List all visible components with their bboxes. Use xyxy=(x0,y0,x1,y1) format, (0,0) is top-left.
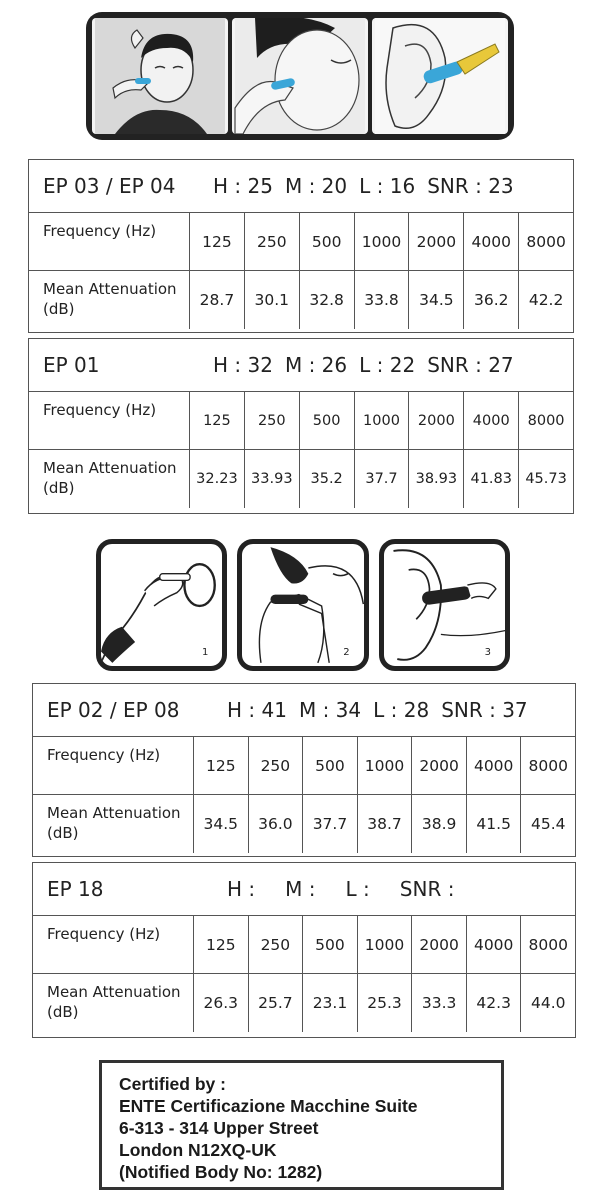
ratings xyxy=(213,174,526,198)
certification-box xyxy=(99,1060,504,1190)
frequency-row xyxy=(29,392,573,450)
frequency-row xyxy=(29,213,573,271)
spec-table-header xyxy=(33,863,575,916)
attenuation-cell: 38.7 xyxy=(358,795,413,853)
rating-l: L : xyxy=(345,877,370,901)
model-name: EP 18 xyxy=(47,877,104,901)
attenuation-cell: 33.3 xyxy=(412,974,467,1032)
attenuation-cell: 23.1 xyxy=(303,974,358,1032)
frequency-cell: 8000 xyxy=(527,412,565,429)
frequency-cell: 250 xyxy=(249,737,304,794)
frequency-cell: 4000 xyxy=(464,213,519,270)
frequency-cell: 500 xyxy=(303,737,358,794)
frequency-cell: 250 xyxy=(245,392,300,449)
rating-m: M : 20 xyxy=(284,174,348,198)
attenuation-cell: 26.3 xyxy=(194,974,249,1032)
frequency-cell: 8000 xyxy=(528,756,568,775)
spec-table xyxy=(32,683,576,857)
frequency-cell: 8000 xyxy=(526,232,566,251)
attenuation-row xyxy=(29,450,573,508)
ratings xyxy=(213,353,526,377)
rating-snr: SNR : 37 xyxy=(441,698,528,722)
frequency-cell: 4000 xyxy=(467,737,522,794)
spec-table xyxy=(28,159,574,333)
attenuation-cell: 34.5 xyxy=(409,271,464,329)
frequency-cell: 500 xyxy=(300,392,355,449)
attenuation-cell: 33.8 xyxy=(355,271,410,329)
cert-heading: Certified by : xyxy=(119,1074,226,1094)
attenuation-cell: 32.23 xyxy=(190,450,245,508)
frequency-cell: 125 xyxy=(190,392,245,449)
attenuation-cell: 34.5 xyxy=(194,795,249,853)
spec-table xyxy=(32,862,576,1038)
attenuation-cell: 28.7 xyxy=(190,271,245,329)
attenuation-cell: 30.1 xyxy=(245,271,300,329)
frequency-cell: 125 xyxy=(190,213,245,270)
frequency-cell: 500 xyxy=(303,916,358,973)
rating-snr: SNR : 27 xyxy=(427,353,514,377)
spec-table-header xyxy=(29,160,573,213)
frequency-cell: 1000 xyxy=(355,213,410,270)
rating-l: L : 22 xyxy=(359,353,416,377)
attenuation-label: Mean Attenuation (dB) xyxy=(29,450,190,508)
spec-table xyxy=(28,338,574,514)
drawing-step-2 xyxy=(237,539,368,671)
frequency-cell: 2000 xyxy=(409,392,464,449)
attenuation-cell: 42.3 xyxy=(467,974,522,1032)
attenuation-cell: 36.2 xyxy=(464,271,519,329)
cert-notified-body: (Notified Body No: 1282) xyxy=(119,1162,323,1182)
step-number: 3 xyxy=(484,647,491,658)
frequency-cell: 1000 xyxy=(358,916,413,973)
frequency-row xyxy=(33,737,575,795)
insertion-photo-strip xyxy=(86,12,514,140)
frequency-label: Frequency (Hz) xyxy=(29,392,190,449)
frequency-cell: 2000 xyxy=(412,737,467,794)
attenuation-cell: 33.93 xyxy=(245,450,300,508)
frequency-cell: 8000 xyxy=(528,935,568,954)
frequency-label: Frequency (Hz) xyxy=(29,213,190,270)
attenuation-cell: 42.2 xyxy=(528,291,564,309)
attenuation-cell: 41.83 xyxy=(464,450,519,508)
frequency-cell: 125 xyxy=(194,737,249,794)
attenuation-cell: 44.0 xyxy=(531,994,566,1012)
rating-m: M : xyxy=(285,877,316,901)
frequency-cell: 500 xyxy=(300,213,355,270)
cert-address-city: London N12XQ-UK xyxy=(119,1140,277,1160)
spec-table-header xyxy=(29,339,573,392)
frequency-cell: 4000 xyxy=(467,916,522,973)
attenuation-cell: 45.73 xyxy=(525,471,567,487)
model-name: EP 02 / EP 08 xyxy=(47,698,180,722)
attenuation-cell: 38.93 xyxy=(409,450,464,508)
model-name: EP 01 xyxy=(43,353,100,377)
rating-snr: SNR : 23 xyxy=(427,174,514,198)
frequency-cell: 1000 xyxy=(358,737,413,794)
step-number: 1 xyxy=(201,647,209,658)
frequency-cell: 2000 xyxy=(409,213,464,270)
frequency-row xyxy=(33,916,575,974)
man-rolling-earplug-icon xyxy=(92,18,228,134)
rating-h: H : 25 xyxy=(213,174,273,198)
rating-m: M : 34 xyxy=(298,698,362,722)
photo-step-roll xyxy=(92,18,228,134)
ratings xyxy=(227,698,540,722)
step-number: 2 xyxy=(343,647,350,658)
ear-with-earplug-icon xyxy=(372,18,508,134)
attenuation-label: Mean Attenuation (dB) xyxy=(33,974,194,1032)
attenuation-cell: 25.7 xyxy=(249,974,304,1032)
insertion-drawing-strip xyxy=(96,539,510,671)
rating-l: L : 28 xyxy=(373,698,430,722)
ratings xyxy=(227,877,466,901)
attenuation-cell: 25.3 xyxy=(358,974,413,1032)
attenuation-row xyxy=(29,271,573,329)
frequency-cell: 250 xyxy=(245,213,300,270)
spec-table-header xyxy=(33,684,575,737)
attenuation-cell: 41.5 xyxy=(467,795,522,853)
attenuation-row xyxy=(33,795,575,853)
model-name: EP 03 / EP 04 xyxy=(43,174,176,198)
attenuation-label: Mean Attenuation (dB) xyxy=(29,271,190,329)
photo-step-inserted xyxy=(372,18,508,134)
rating-h: H : xyxy=(227,877,256,901)
drawing-step-3 xyxy=(379,539,510,671)
cert-body-name: ENTE Certificazione Macchine Suite xyxy=(119,1096,418,1116)
attenuation-row xyxy=(33,974,575,1032)
attenuation-cell: 37.7 xyxy=(303,795,358,853)
frequency-cell: 2000 xyxy=(412,916,467,973)
rating-h: H : 41 xyxy=(227,698,287,722)
frequency-label: Frequency (Hz) xyxy=(33,916,194,973)
woman-inserting-earplug-icon xyxy=(232,18,368,134)
frequency-cell: 1000 xyxy=(355,392,410,449)
attenuation-cell: 32.8 xyxy=(300,271,355,329)
rating-l: L : 16 xyxy=(359,174,416,198)
attenuation-cell: 37.7 xyxy=(355,450,410,508)
rating-snr: SNR : xyxy=(399,877,455,901)
attenuation-cell: 38.9 xyxy=(412,795,467,853)
cert-address-street: 6-313 - 314 Upper Street xyxy=(119,1118,319,1138)
attenuation-cell: 35.2 xyxy=(300,450,355,508)
attenuation-cell: 45.4 xyxy=(531,815,566,833)
frequency-cell: 4000 xyxy=(464,392,519,449)
rating-m: M : 26 xyxy=(284,353,348,377)
frequency-cell: 125 xyxy=(194,916,249,973)
frequency-label: Frequency (Hz) xyxy=(33,737,194,794)
photo-step-pull-ear xyxy=(232,18,368,134)
rating-h: H : 32 xyxy=(213,353,273,377)
attenuation-label: Mean Attenuation (dB) xyxy=(33,795,194,853)
drawing-step-1 xyxy=(96,539,227,671)
frequency-cell: 250 xyxy=(249,916,304,973)
attenuation-cell: 36.0 xyxy=(249,795,304,853)
